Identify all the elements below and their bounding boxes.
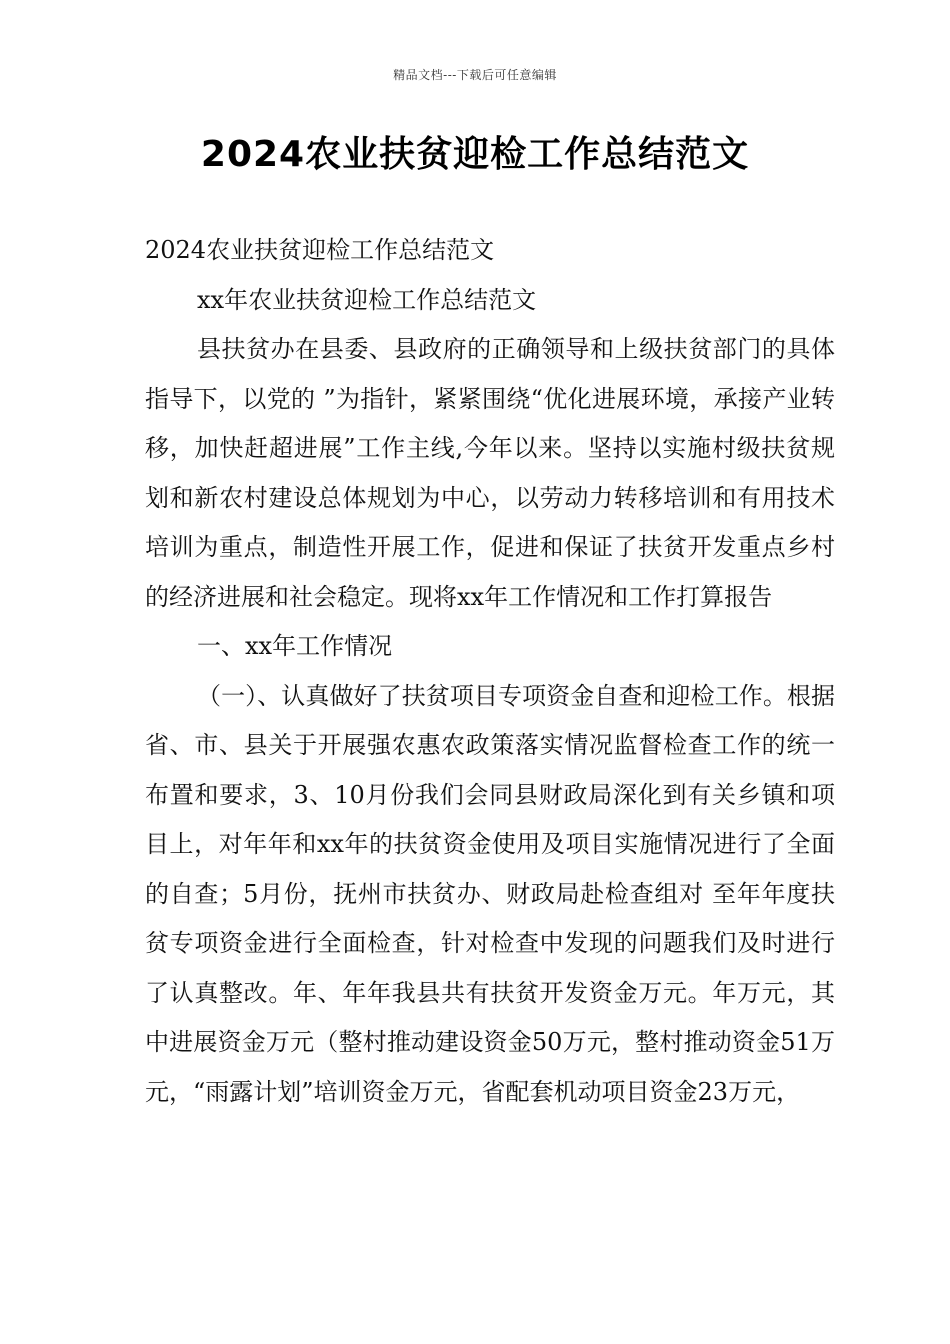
- header-note: 精品文档---下载后可任意编辑: [393, 68, 557, 82]
- section-heading: xx年农业扶贫迎检工作总结范文: [197, 285, 537, 314]
- document-title: 2024农业扶贫迎检工作总结范文: [200, 134, 750, 175]
- paragraph-fund-inspection: （一）、认真做好了扶贫项目专项资金自查和迎检工作。根据省、市、县关于开展强农惠农政策落实情况监督检查工作的统一布置和要求，3、10月份我们会同县财政局深化到有关乡镇和项目上，对年年和xx年的扶贫资金使用及项目实施情况进行了全面的自查；5月份，抚州市扶贫办、财政局赴检查组对 至年年度扶贫专项资金进行全面检查，针对检查中发现的问题我们及时进行了认真整改。年、年年我县共有扶贫开发资金万元。年万元，其中进展资金万元（整村推动建设资金50万元，整村推动资金51万元，“雨露计划”培训资金万元，省配套机动项目资金23万元，: [145, 681, 835, 1106]
- paragraph-intro: 县扶贫办在县委、县政府的正确领导和上级扶贫部门的具体指导下，以党的 ”为指针，紧紧围绕“优化进展环境，承接产业转移，加快赶超进展”工作主线,今年以来。坚持以实施村级扶贫规划和新农村建设总体规划为中心，以劳动力转移培训和有用技术培训为重点，制造性开展工作，促进和保证了扶贫开发重点乡村的经济进展和社会稳定。现将xx年工作情况和工作打算报告: [145, 335, 835, 611]
- document-body: [145, 226, 835, 1117]
- document-subtitle: 2024农业扶贫迎检工作总结范文: [145, 236, 495, 264]
- section-heading-work-status: 一、xx年工作情况: [197, 632, 393, 660]
